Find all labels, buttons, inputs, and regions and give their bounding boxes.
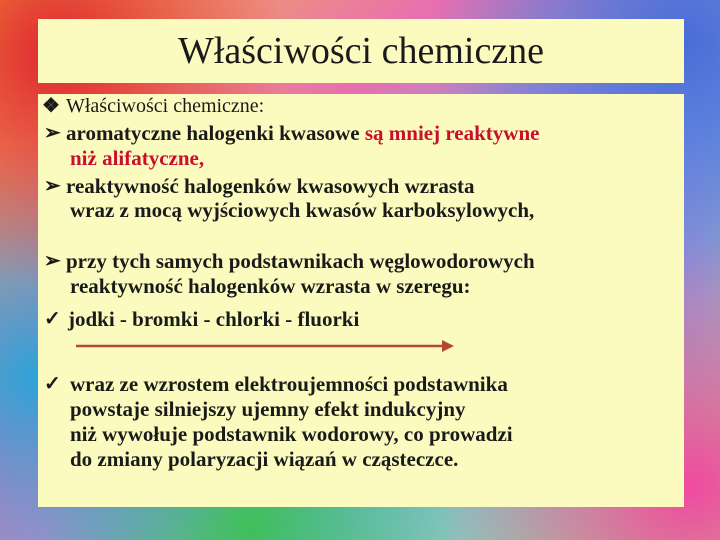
arrowhead-bullet-icon: ➢ xyxy=(44,175,61,197)
item-1-line-1-part-b: są mniej reaktywne xyxy=(364,121,540,145)
item-2-line-1: reaktywność halogenków kwasowych wzrasta xyxy=(66,174,475,198)
item-3-line-2: reaktywność halogenków wzrasta w szeregu: xyxy=(70,274,471,298)
title-panel xyxy=(38,19,684,83)
content-panel xyxy=(38,94,684,507)
conclusion-line-1: wraz ze wzrostem elektroujemności podstawnika xyxy=(70,372,508,396)
conclusion-line-3: niż wywołuje podstawnik wodorowy, co prowadzi xyxy=(70,422,513,446)
item-3-line-1: przy tych samych podstawnikach węglowodorowych xyxy=(66,249,535,273)
halide-series: jodki - bromki - chlorki - fluorki xyxy=(68,307,360,331)
conclusion-line-2: powstaje silniejszy ujemny efekt indukcyjny xyxy=(70,397,466,421)
checkmark-bullet-icon: ✓ xyxy=(44,308,61,330)
arrowhead-bullet-icon: ➢ xyxy=(44,250,61,272)
right-arrow-icon xyxy=(76,338,456,354)
item-1-line-1 xyxy=(66,121,539,145)
conclusion-line-4: do zmiany polaryzacji wiązań w cząsteczce. xyxy=(70,447,459,471)
slide-title: Właściwości chemiczne xyxy=(177,30,545,72)
item-2-line-2: wraz z mocą wyjściowych kwasów karboksylowych, xyxy=(70,198,535,222)
intro-text: Właściwości chemiczne: xyxy=(66,95,265,117)
arrowhead-bullet-icon: ➢ xyxy=(44,122,61,144)
item-1-line-2: niż alifatyczne, xyxy=(70,146,205,170)
diamond-clover-bullet-icon: ❖ xyxy=(42,95,60,117)
checkmark-bullet-icon: ✓ xyxy=(44,373,61,395)
item-1-line-1-part-a: aromatyczne halogenki kwasowe xyxy=(66,121,365,145)
